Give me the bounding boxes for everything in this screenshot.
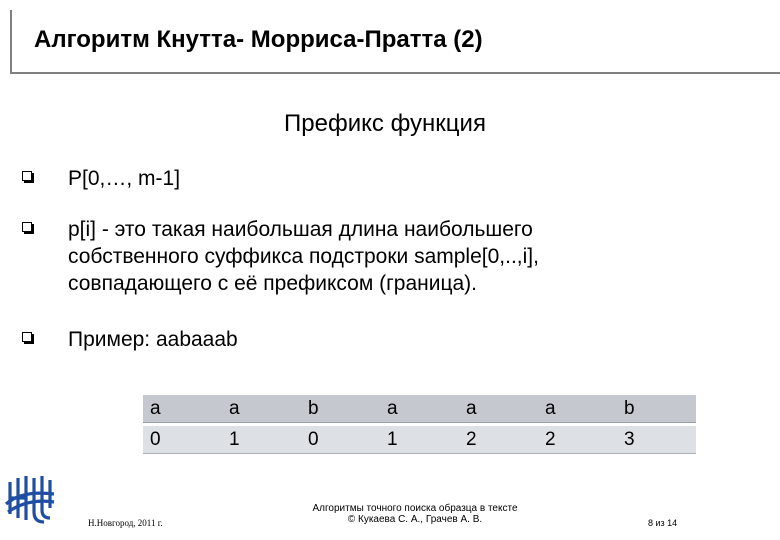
- footer-course-title: Алгоритмы точного поиска образца в тексте: [312, 503, 518, 514]
- bullet-text: совпадающего с её префиксом (граница).: [68, 272, 477, 295]
- footer-location: Н.Новгород, 2011 г.: [88, 518, 163, 528]
- title-accent-vertical: [10, 10, 20, 74]
- university-logo-icon: [2, 468, 58, 534]
- bullet-text: собственного суффикса подстроки sample[0,..,i],: [68, 245, 539, 268]
- slide-title: Алгоритм Кнутта- Морриса-Пратта (2): [34, 26, 483, 53]
- table-row-pattern: [143, 395, 696, 423]
- table-cell: a: [143, 395, 222, 423]
- bullet-text: P[0,…, m-1]: [68, 167, 181, 190]
- square-bullet-icon: [22, 222, 34, 234]
- table-cell: 2: [538, 426, 617, 454]
- footer-authors: © Кукаева С. А., Грачев А. В.: [347, 514, 483, 525]
- title-underline: [10, 72, 780, 74]
- bullet-text: Пример: aabaaab: [68, 328, 238, 351]
- prefix-function-table: [143, 392, 696, 457]
- bullet-text: p[i] - это такая наибольшая длина наибольшего: [68, 218, 533, 241]
- footer-course: [290, 503, 540, 525]
- square-bullet-icon: [22, 171, 34, 183]
- slide-number: 8 из 14: [648, 518, 678, 528]
- table-cell: 1: [380, 426, 459, 454]
- table-cell: 0: [301, 426, 380, 454]
- slide-subtitle: [0, 110, 780, 138]
- table-cell: a: [459, 395, 538, 423]
- table-cell: a: [538, 395, 617, 423]
- table-cell: 1: [222, 426, 301, 454]
- table-cell: 0: [143, 426, 222, 454]
- table-row-values: [143, 426, 696, 454]
- table-cell: a: [222, 395, 301, 423]
- table-cell: 3: [617, 426, 696, 454]
- table-cell: 2: [459, 426, 538, 454]
- square-bullet-icon: [22, 332, 34, 344]
- table-cell: b: [301, 395, 380, 423]
- subtitle-text: Префикс функция: [284, 110, 486, 137]
- table-cell: b: [617, 395, 696, 423]
- table-cell: a: [380, 395, 459, 423]
